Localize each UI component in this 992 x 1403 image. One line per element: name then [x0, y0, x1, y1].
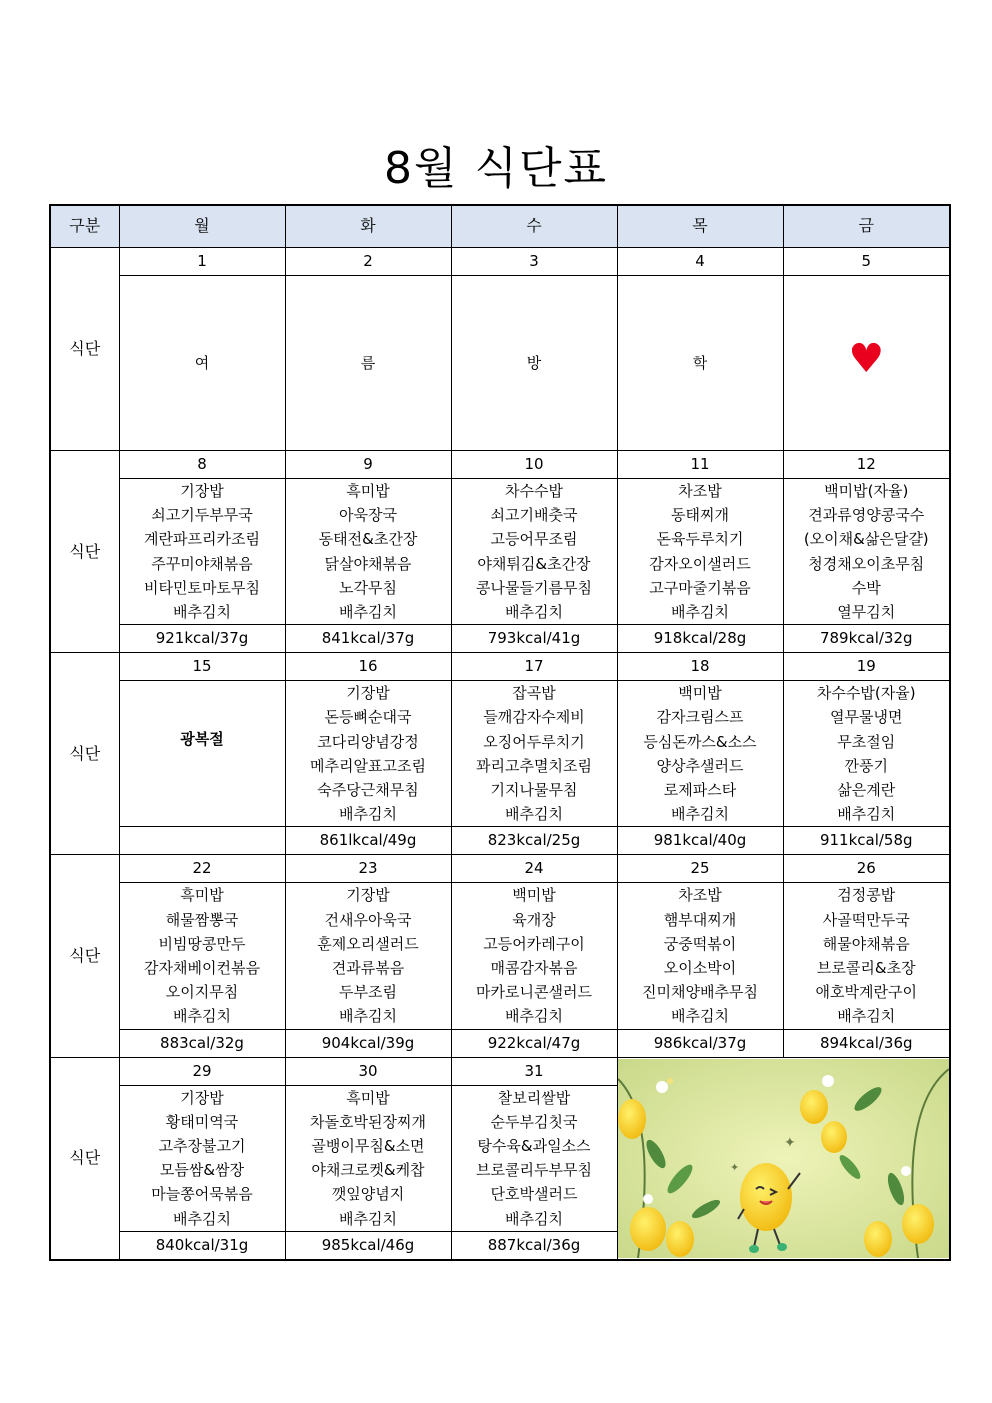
menu-item: 배추김치: [339, 1007, 397, 1026]
menu-item: 주꾸미야채볶음: [151, 554, 253, 573]
menu-item: 비빔땅콩만두: [158, 934, 246, 953]
menu-item: 청경채오이초무침: [808, 554, 925, 573]
menu-item: 궁중떡볶이: [663, 934, 737, 953]
menu-item: 돈등뼈순대국: [324, 708, 412, 727]
menu-item: 비타민토마토무침: [144, 578, 260, 597]
menu-item: 차수수밥(자율): [816, 684, 916, 703]
svg-text:✦: ✦: [783, 1134, 796, 1151]
menu-cell: [119, 883, 285, 1029]
menu-item: 백미밥: [678, 684, 722, 703]
menu-item: 기장밥: [346, 886, 390, 905]
menu-item: 수박: [851, 578, 881, 597]
kcal-cell: [119, 827, 285, 855]
header-day-thu: 목: [617, 205, 783, 248]
menu-item: 고등어카레구이: [483, 934, 585, 953]
week3-dates: [50, 653, 950, 681]
menu-cell: [119, 1085, 285, 1231]
menu-item: 햄부대찌개: [663, 910, 737, 929]
date-cell: 2: [285, 248, 451, 276]
menu-item: 건새우아욱국: [324, 910, 412, 929]
menu-item: 배추김치: [173, 1007, 231, 1026]
menu-cell: [451, 479, 617, 625]
row-label: 식단: [50, 1057, 119, 1260]
row-label: 식단: [50, 855, 119, 1057]
vacation-char: 여: [119, 276, 285, 451]
date-cell: 30: [285, 1057, 451, 1085]
menu-cell: [285, 1085, 451, 1231]
svg-text:✦: ✦: [729, 1160, 739, 1174]
date-cell: 10: [451, 451, 617, 479]
kcal-cell: 840kcal/31g: [119, 1231, 285, 1260]
menu-item: (오이채&삶은달걀): [803, 530, 929, 549]
menu-item: 숙주당근채무침: [317, 781, 419, 800]
date-cell: 29: [119, 1057, 285, 1085]
week2-dates: [50, 451, 950, 479]
row-label: 식단: [50, 248, 119, 451]
menu-item: 애호박계란구이: [815, 983, 917, 1002]
menu-item: 삶은계란: [837, 781, 896, 800]
kcal-cell: 985kcal/46g: [285, 1231, 451, 1260]
menu-item: 검정콩밥: [837, 886, 896, 905]
week1-vacation: [50, 276, 950, 451]
menu-item: 배추김치: [505, 1209, 563, 1228]
menu-item: 배추김치: [837, 1007, 896, 1026]
vacation-char: 름: [285, 276, 451, 451]
menu-item: 깐풍기: [844, 756, 888, 775]
menu-item: 탕수육&과일소스: [477, 1137, 591, 1156]
menu-item: 배추김치: [505, 805, 563, 824]
menu-item: 흑미밥: [346, 482, 390, 500]
header-day-mon: 월: [119, 205, 285, 248]
date-cell: 4: [617, 248, 783, 276]
menu-item: 황태미역국: [165, 1112, 239, 1131]
holiday-cell: 광복절: [119, 681, 285, 827]
menu-item: 배추김치: [671, 603, 729, 622]
menu-item: 쇠고기두부무국: [151, 506, 253, 525]
week3-menus: [50, 681, 950, 827]
header-day-fri: 금: [783, 205, 950, 248]
kcal-cell: 921kcal/37g: [119, 625, 285, 653]
menu-item: 찰보리쌀밥: [497, 1088, 571, 1107]
menu-item: 감자오이샐러드: [649, 554, 751, 573]
kcal-cell: 823kcal/25g: [451, 827, 617, 855]
menu-item: 오징어두루치기: [483, 732, 585, 751]
menu-item: 배추김치: [837, 805, 896, 824]
date-cell: 22: [119, 855, 285, 883]
menu-item: 동태찌개: [671, 506, 729, 525]
kcal-cell: 883cal/32g: [119, 1029, 285, 1057]
menu-item: 마늘쫑어묵볶음: [151, 1185, 253, 1204]
menu-item: 로제파스타: [663, 781, 737, 800]
date-cell: 12: [783, 451, 950, 479]
menu-item: 열무물냉면: [830, 708, 903, 727]
menu-item: 사골떡만두국: [822, 910, 910, 929]
week4-kcal: [50, 1029, 950, 1057]
menu-cell: [285, 479, 451, 625]
menu-item: 배추김치: [339, 805, 397, 824]
menu-item: 아욱장국: [339, 506, 397, 525]
week5-dates: [50, 1057, 950, 1085]
menu-item: 동태전&초간장: [318, 530, 418, 549]
menu-item: 흑미밥: [180, 886, 224, 905]
menu-item: 백미밥(자율): [824, 482, 909, 500]
menu-cell: [783, 883, 950, 1029]
kcal-cell: 904kcal/39g: [285, 1029, 451, 1057]
menu-item: 콩나물들기름무침: [476, 578, 592, 597]
date-cell: 26: [783, 855, 950, 883]
menu-item: 닭살야채볶음: [324, 554, 412, 573]
row-label: 식단: [50, 451, 119, 653]
menu-item: 고등어무조림: [490, 530, 578, 549]
menu-item: 배추김치: [339, 603, 397, 622]
date-cell: 9: [285, 451, 451, 479]
menu-cell: [617, 883, 783, 1029]
kcal-cell: 894kcal/36g: [783, 1029, 950, 1057]
date-cell: 17: [451, 653, 617, 681]
menu-item: 배추김치: [173, 1209, 231, 1228]
menu-item: 열무김치: [837, 603, 896, 622]
menu-item: 양상추샐러드: [656, 756, 744, 775]
menu-cell: [783, 479, 950, 625]
kcal-cell: 922kcal/47g: [451, 1029, 617, 1057]
menu-item: 훈제오리샐러드: [317, 934, 419, 953]
menu-item: 골뱅이무침&소면: [311, 1137, 425, 1156]
menu-cell: [119, 479, 285, 625]
menu-item: 육개장: [512, 910, 556, 929]
menu-item: 차조밥: [678, 482, 722, 500]
menu-item: 배추김치: [339, 1209, 397, 1228]
vacation-char: 학: [617, 276, 783, 451]
heart-cell: [783, 276, 950, 451]
menu-item: 오이소박이: [663, 959, 737, 978]
kcal-cell: 789kcal/32g: [783, 625, 950, 653]
menu-item: 고추장불고기: [158, 1137, 246, 1156]
menu-item: 기장밥: [180, 482, 224, 500]
lemon-character-illustration: [618, 1059, 949, 1258]
kcal-cell: 841kcal/37g: [285, 625, 451, 653]
menu-item: 모듬쌈&쌈장: [159, 1161, 245, 1180]
date-cell: 8: [119, 451, 285, 479]
menu-item: 고구마줄기볶음: [649, 578, 751, 597]
menu-item: 메추리알표고조림: [310, 756, 426, 775]
menu-item: 배추김치: [505, 1007, 563, 1026]
kcal-cell: 986kcal/37g: [617, 1029, 783, 1057]
week4-dates: [50, 855, 950, 883]
menu-item: 꽈리고추멸치조림: [476, 756, 592, 775]
menu-item: 백미밥: [512, 886, 556, 905]
kcal-cell: 911kcal/58g: [783, 827, 950, 855]
menu-cell: [783, 681, 950, 827]
menu-item: 기장밥: [180, 1088, 224, 1107]
kcal-cell: 918kcal/28g: [617, 625, 783, 653]
menu-cell: [451, 681, 617, 827]
menu-table: [49, 204, 951, 1261]
date-cell: 31: [451, 1057, 617, 1085]
menu-item: 야채크로켓&케찹: [311, 1161, 425, 1180]
menu-item: 돈육두루치기: [656, 530, 744, 549]
menu-item: 무초절임: [837, 732, 896, 751]
menu-item: 감자크림스프: [656, 708, 744, 727]
menu-cell: [451, 883, 617, 1029]
menu-item: 진미채양배추무침: [642, 983, 758, 1002]
kcal-cell: 981kcal/40g: [617, 827, 783, 855]
menu-item: 마카로니콘샐러드: [476, 983, 592, 1002]
week2-kcal: [50, 625, 950, 653]
menu-item: 매콤감자볶음: [490, 959, 578, 978]
menu-item: 해물야채볶음: [822, 934, 910, 953]
header-category: 구분: [50, 205, 119, 248]
date-cell: 18: [617, 653, 783, 681]
menu-item: 배추김치: [671, 805, 729, 824]
week3-kcal: [50, 827, 950, 855]
menu-cell: [617, 681, 783, 827]
menu-item: 배추김치: [173, 603, 231, 622]
date-cell: 15: [119, 653, 285, 681]
menu-item: 브로콜리&초장: [816, 959, 916, 978]
week1-dates: [50, 248, 950, 276]
menu-item: 차돌호박된장찌개: [310, 1112, 426, 1131]
menu-item: 순두부김칫국: [490, 1112, 578, 1131]
kcal-cell: 793kcal/41g: [451, 625, 617, 653]
header-row: [50, 205, 950, 248]
kcal-cell: 861lkcal/49g: [285, 827, 451, 855]
menu-item: 흑미밥: [346, 1088, 390, 1107]
menu-item: 해물짬뽕국: [165, 910, 239, 929]
menu-item: 등심돈까스&소스: [643, 732, 757, 751]
menu-item: 잡곡밥: [512, 684, 556, 703]
date-cell: 24: [451, 855, 617, 883]
date-cell: 3: [451, 248, 617, 276]
date-cell: 16: [285, 653, 451, 681]
menu-item: 견과류영양콩국수: [808, 506, 925, 525]
menu-item: 차수수밥: [505, 482, 563, 500]
date-cell: 1: [119, 248, 285, 276]
week4-menus: [50, 883, 950, 1029]
menu-item: 계란파프리카조림: [144, 530, 260, 549]
menu-cell: [285, 883, 451, 1029]
menu-cell: [451, 1085, 617, 1231]
header-day-wed: 수: [451, 205, 617, 248]
kcal-cell: 887kcal/36g: [451, 1231, 617, 1260]
menu-item: 차조밥: [678, 886, 722, 905]
date-cell: 19: [783, 653, 950, 681]
page-title: 8월 식단표: [384, 143, 608, 194]
menu-item: 쇠고기배춧국: [490, 506, 578, 525]
menu-item: 배추김치: [671, 1007, 729, 1026]
menu-item: 깻잎양념지: [331, 1185, 405, 1204]
date-cell: 23: [285, 855, 451, 883]
menu-item: 들깨감자수제비: [483, 708, 585, 727]
menu-item: 오이지무침: [165, 983, 239, 1002]
menu-item: 견과류볶음: [331, 959, 405, 978]
menu-item: 두부조림: [339, 983, 397, 1002]
lemon-illustration: [617, 1057, 950, 1260]
menu-item: 야채튀김&초간장: [477, 554, 591, 573]
menu-cell: [285, 681, 451, 827]
menu-item: 기지나물무침: [490, 781, 578, 800]
vacation-char: 방: [451, 276, 617, 451]
date-cell: 25: [617, 855, 783, 883]
menu-item: 기장밥: [346, 684, 390, 703]
menu-item: 감자채베이컨볶음: [144, 959, 260, 978]
date-cell: 11: [617, 451, 783, 479]
menu-item: 노각무침: [339, 578, 397, 597]
date-cell: 5: [783, 248, 950, 276]
week2-menus: [50, 479, 950, 625]
menu-item: 배추김치: [505, 603, 563, 622]
heart-icon: ♥: [848, 335, 885, 382]
header-day-tue: 화: [285, 205, 451, 248]
menu-item: 브로콜리두부무침: [476, 1161, 592, 1180]
menu-item: 코다리양념강정: [317, 732, 419, 751]
row-label: 식단: [50, 653, 119, 855]
menu-item: 단호박샐러드: [490, 1185, 578, 1204]
menu-cell: [617, 479, 783, 625]
